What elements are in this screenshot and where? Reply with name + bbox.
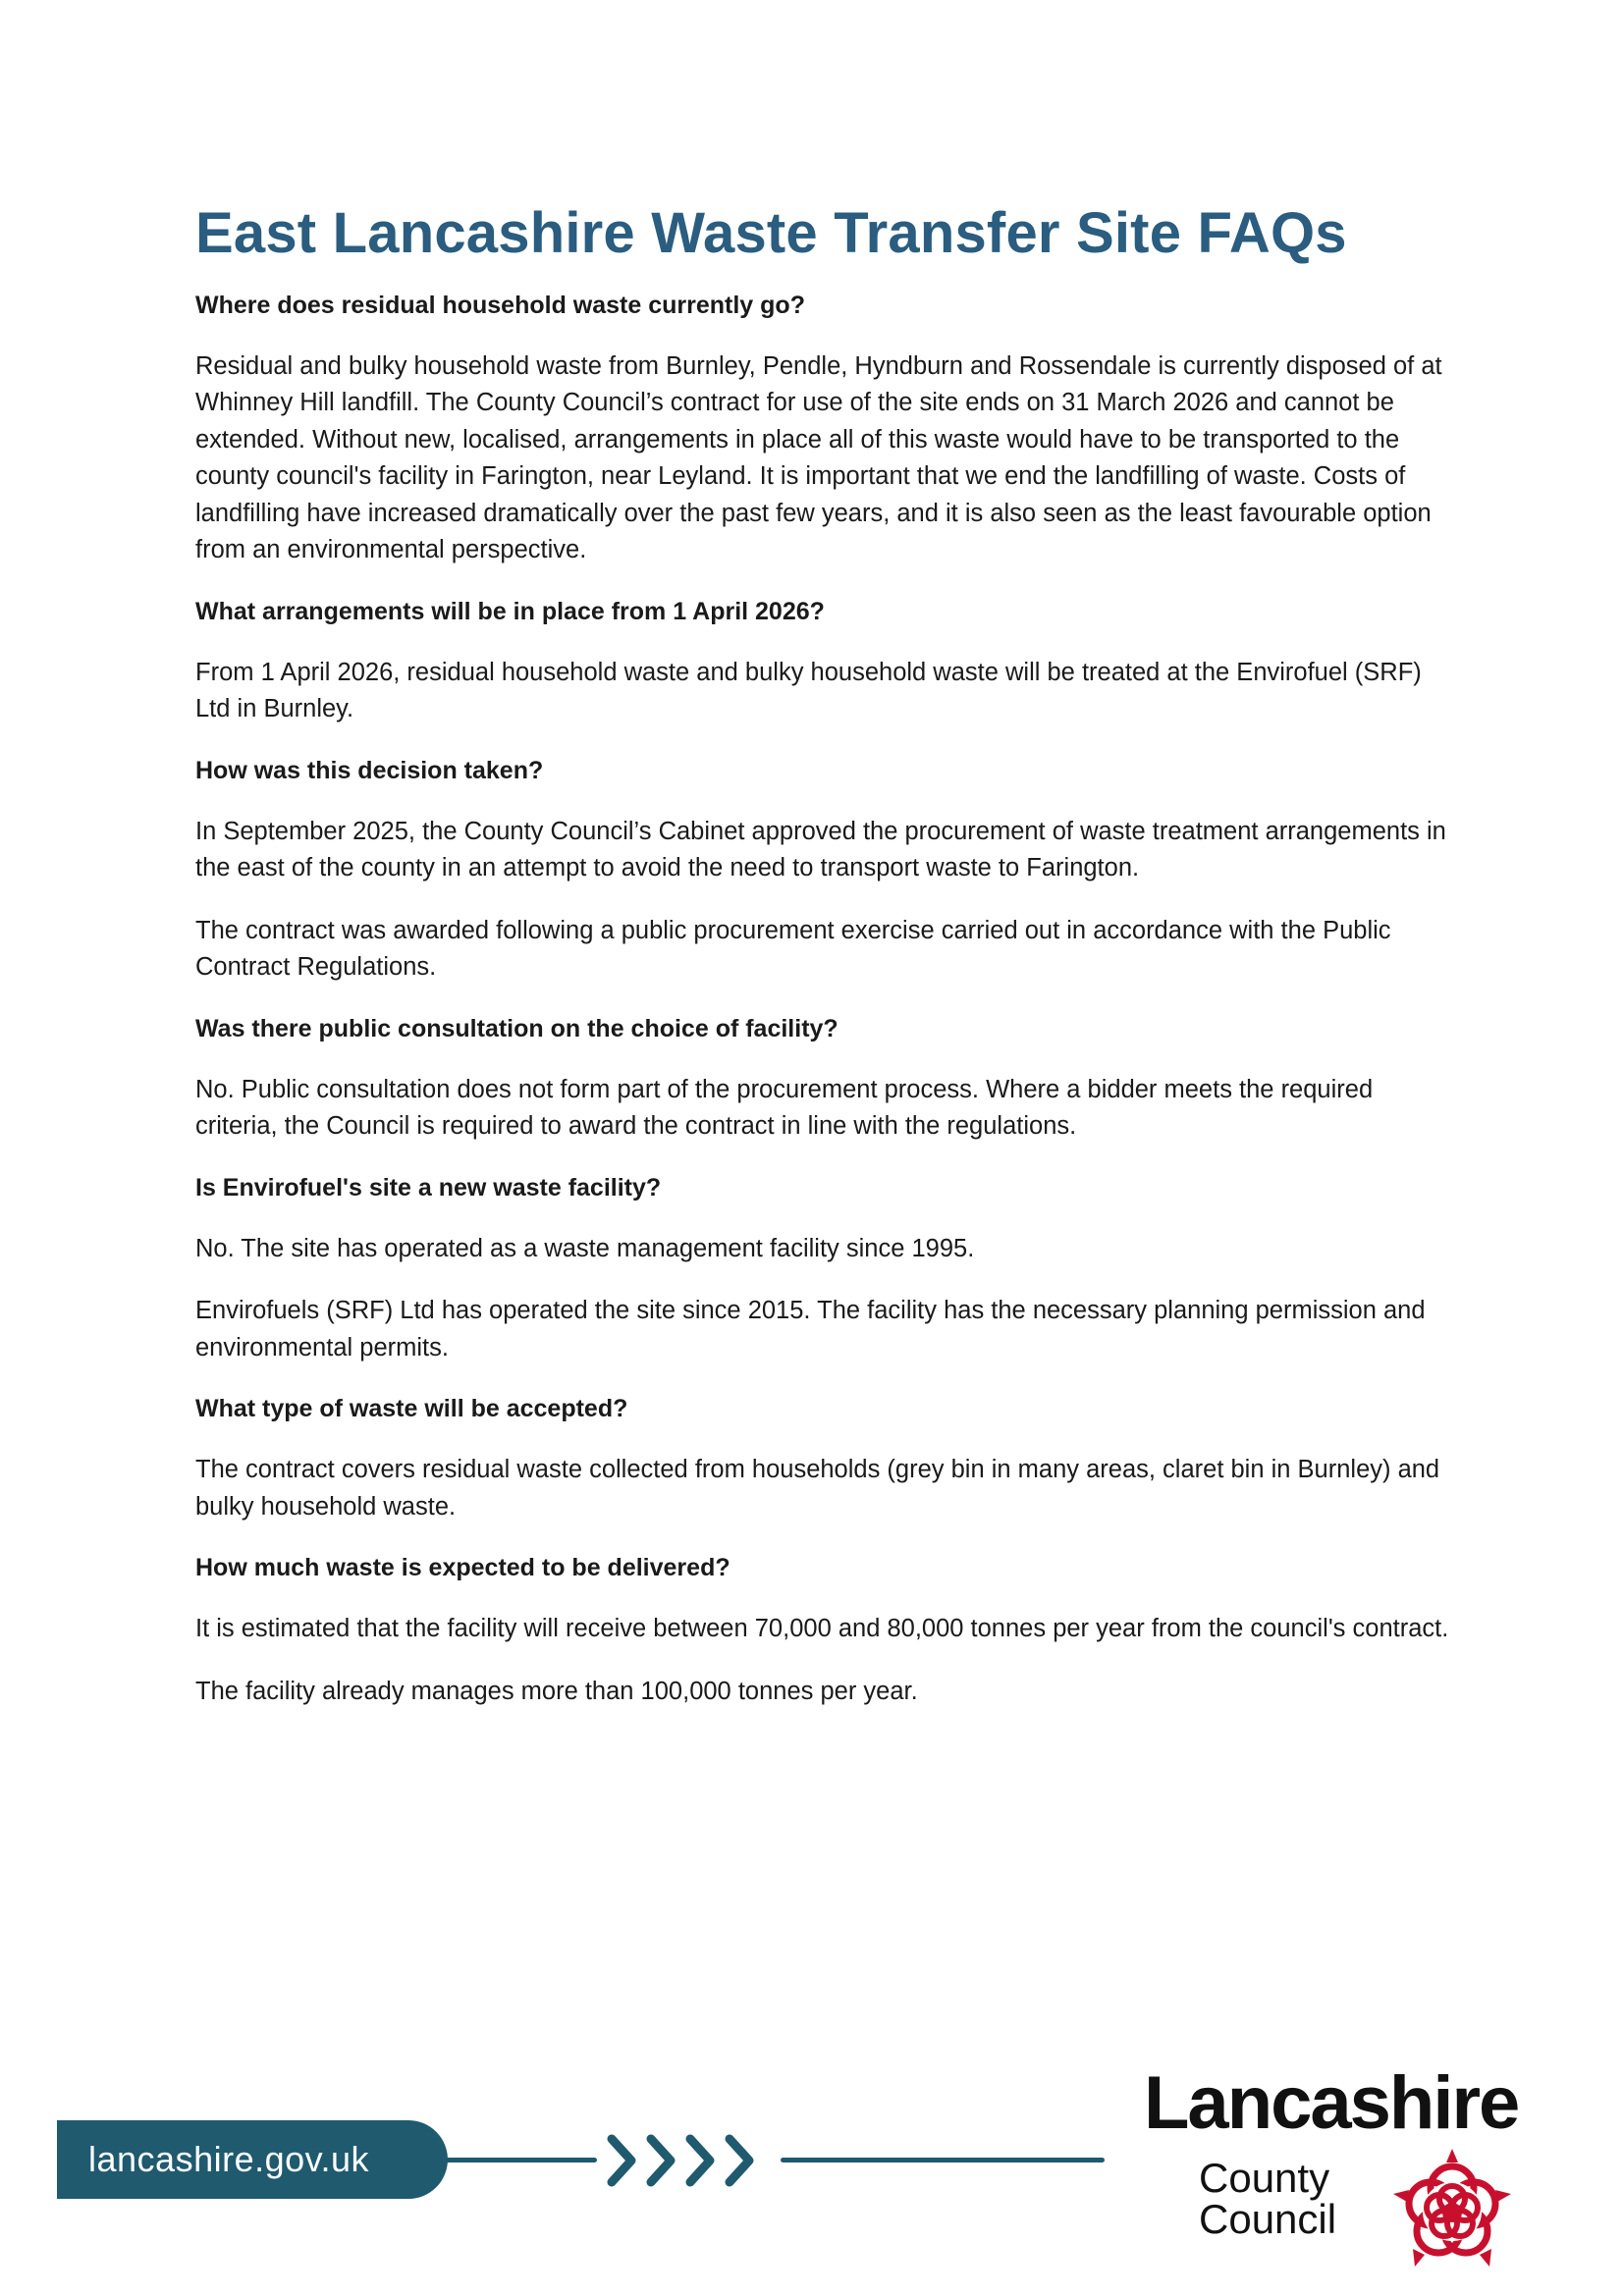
faq-answer: From 1 April 2026, residual household waste and bulky household waste will be treated at the Envirofuel (SRF) Ltd in Burnley. — [195, 658, 1422, 723]
logo-council-text: Council — [1199, 2196, 1337, 2242]
faq-question: Was there public consultation on the choice of facility? — [195, 1014, 839, 1042]
lancashire-county-council-logo — [1144, 2061, 1566, 2272]
faq-answer: The contract was awarded following a public procurement exercise carried out in accordance with the Public Contract Regulations. — [195, 916, 1391, 982]
faq-item — [195, 1012, 1452, 1146]
faq-item — [195, 1551, 1452, 1710]
faq-question: Where does residual household waste currently go? — [195, 291, 805, 319]
red-rose-icon — [1389, 2147, 1515, 2272]
footer-divider — [781, 2158, 1105, 2163]
faq-item — [195, 754, 1452, 987]
website-url: lancashire.gov.uk — [88, 2139, 369, 2179]
faq-question: What type of waste will be accepted? — [195, 1395, 628, 1423]
faq-item — [195, 1171, 1452, 1367]
faq-answer: Residual and bulky household waste from Burnley, Pendle, Hyndburn and Rossendale is currently disposed of at Whinney Hill landfill. The County Council’s contract for use of the site ends on 31 March 2026 and cannot be extended. Without new, localised, arrangements in place all of this waste would have to be transported to the county council's facility in Farington, near Leyland. It is important that we end the landfilling of waste. Costs of landfilling have increased dramatically over the past few years, and it is also seen as the least favourable option from an environmental perspective. — [195, 351, 1442, 564]
faq-answer: Envirofuels (SRF) Ltd has operated the site since 2015. The facility has the necessary planning permission and environmental permits. — [195, 1297, 1426, 1362]
page-title: East Lancashire Waste Transfer Site FAQs — [195, 201, 1347, 265]
faq-answer: The contract covers residual waste collected from households (grey bin in many areas, claret bin in Burnley) and bulky household waste. — [195, 1456, 1440, 1521]
faq-item — [195, 595, 1452, 728]
faq-question: What arrangements will be in place from 1 April 2026? — [195, 597, 825, 625]
faq-question: How was this decision taken? — [195, 756, 544, 784]
chevrons-icon — [604, 2133, 771, 2188]
page-content — [195, 201, 1452, 1735]
logo-wordmark: Lancashire — [1144, 2061, 1519, 2145]
website-link[interactable] — [57, 2120, 448, 2199]
page-footer — [0, 2056, 1623, 2272]
faq-question: Is Envirofuel's site a new waste facility? — [195, 1173, 662, 1201]
faq-answer: The facility already manages more than 100,000 tonnes per year. — [195, 1677, 918, 1705]
faq-item — [195, 1392, 1452, 1525]
faq-answer: No. Public consultation does not form part of the procurement process. Where a bidder meets the required criteria, the Council is required to award the contract in line with the regulations. — [195, 1075, 1374, 1141]
faq-question: How much waste is expected to be delivered? — [195, 1554, 730, 1582]
faq-answer: No. The site has operated as a waste management facility since 1995. — [195, 1234, 975, 1262]
logo-county-text: County — [1199, 2155, 1330, 2201]
faq-answer: It is estimated that the facility will receive between 70,000 and 80,000 tonnes per year from the council's contract. — [195, 1615, 1449, 1643]
footer-divider — [444, 2158, 597, 2163]
faq-item — [195, 289, 1452, 569]
faq-answer: In September 2025, the County Council’s Cabinet approved the procurement of waste treatment arrangements in the east of the county in an attempt to avoid the need to transport waste to Farington. — [195, 817, 1446, 882]
